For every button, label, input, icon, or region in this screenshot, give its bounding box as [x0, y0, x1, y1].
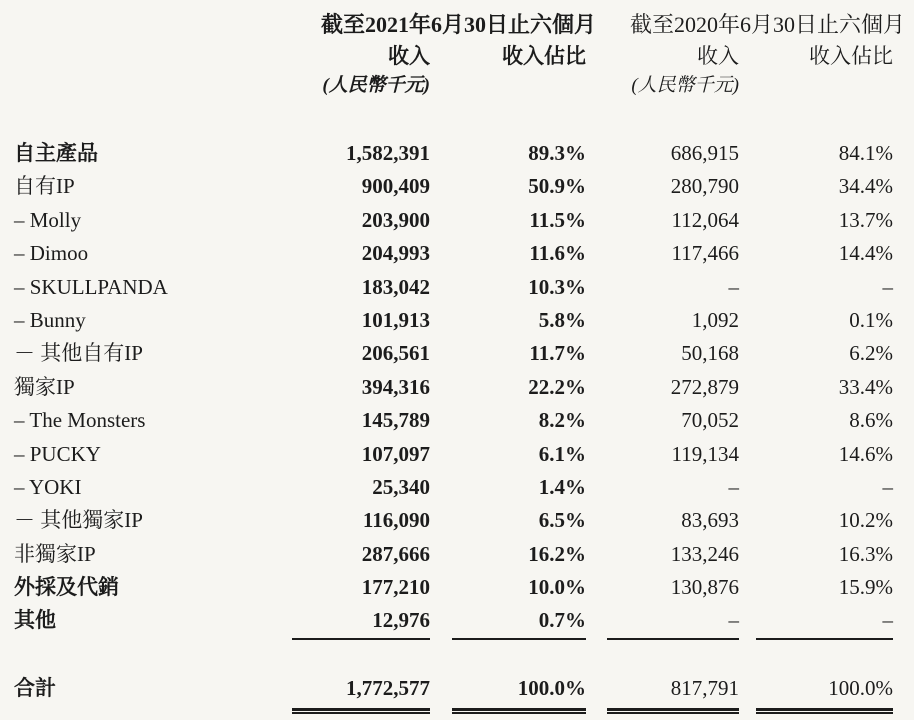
table-row — [14, 371, 893, 404]
share-2021-cell: 10.3% — [528, 274, 586, 299]
revenue-2020-cell: 130,876 — [670, 575, 739, 600]
total-double-rule-row — [14, 708, 893, 720]
single-rule — [607, 638, 739, 640]
table-row — [14, 337, 893, 370]
revenue-2021-cell: 287,666 — [361, 541, 430, 566]
row-label: – Dimoo — [14, 241, 89, 266]
table-row — [14, 504, 893, 537]
rule-cell — [280, 638, 430, 656]
double-rule — [756, 708, 893, 714]
table-row — [14, 538, 893, 571]
single-rule — [292, 638, 430, 640]
revenue-2021-cell: 116,090 — [362, 508, 430, 533]
total-revenue-2020: 817,791 — [670, 675, 739, 700]
double-rule — [292, 708, 430, 714]
share-2020-cell: 16.3% — [838, 541, 893, 566]
share-2020-cell: 14.4% — [838, 241, 893, 266]
share-2020-cell: 10.2% — [838, 508, 893, 533]
revenue-2021-cell: 177,210 — [361, 575, 430, 600]
table-row — [14, 604, 893, 637]
total-share-2020: 100.0% — [828, 675, 893, 700]
revenue-2021-cell: 25,340 — [372, 474, 430, 499]
row-label: – PUCKY — [14, 441, 101, 466]
unit-label-2021: (人民幣千元) — [322, 75, 430, 96]
revenue-2021-cell: 203,900 — [361, 207, 430, 232]
table-header-periods — [14, 8, 905, 41]
revenue-2021-cell: 900,409 — [361, 174, 430, 199]
table-row — [14, 170, 893, 203]
revenue-2020-cell: 280,790 — [670, 174, 739, 199]
revenue-2020-cell: 133,246 — [670, 541, 739, 566]
share-2021-cell: 10.0% — [528, 575, 586, 600]
period-header-2021: 截至2021年6月30日止六個月 — [320, 12, 596, 37]
row-label: 其他 — [14, 608, 56, 633]
share-2020-cell: 8.6% — [849, 408, 893, 433]
share-2021-cell: 11.6% — [529, 241, 586, 266]
revenue-2020-cell: 272,879 — [670, 374, 739, 399]
revenue-2020-cell: 119,134 — [671, 441, 739, 466]
double-rule — [607, 708, 739, 714]
table-row — [14, 571, 893, 604]
table-row — [14, 271, 893, 304]
revenue-2021-cell: 145,789 — [361, 408, 430, 433]
share-2021-cell: 11.5% — [529, 207, 586, 232]
revenue-2020-cell: – — [728, 608, 739, 633]
revenue-2020-cell: 70,052 — [681, 408, 739, 433]
table-row — [14, 404, 893, 437]
row-label: 自有IP — [14, 174, 75, 199]
rule-cell — [739, 708, 893, 720]
table-row — [14, 137, 893, 170]
column-header-revenue-2020: 收入 — [697, 44, 739, 68]
revenue-2020-cell: 117,466 — [671, 241, 739, 266]
share-2020-cell: 0.1% — [849, 307, 893, 332]
share-2021-cell: 0.7% — [538, 608, 586, 633]
subtotal-rule-row — [14, 638, 893, 646]
share-2020-cell: 84.1% — [838, 141, 893, 165]
table-row — [14, 204, 893, 237]
rule-cell — [586, 708, 739, 720]
column-header-share-2021: 收入佔比 — [502, 44, 586, 68]
share-2021-cell: 8.2% — [538, 408, 586, 433]
row-label: 外採及代銷 — [14, 575, 119, 600]
revenue-2021-cell: 101,913 — [361, 307, 430, 332]
share-2020-cell: 6.2% — [849, 341, 893, 366]
header-body-gap — [14, 101, 893, 137]
revenue-2020-cell: 83,693 — [681, 508, 739, 533]
column-header-revenue-2021: 收入 — [388, 44, 430, 68]
share-2020-cell: – — [882, 474, 893, 499]
total-row — [14, 670, 893, 706]
row-label: 非獨家IP — [14, 541, 96, 566]
table-row — [14, 471, 893, 504]
revenue-2021-cell: 394,316 — [361, 374, 430, 399]
revenue-2021-cell: 204,993 — [361, 241, 430, 266]
revenue-2020-cell: – — [728, 274, 739, 299]
rule-cell — [280, 708, 430, 720]
total-revenue-2021: 1,772,577 — [346, 675, 430, 700]
table-row — [14, 237, 893, 270]
revenue-2021-cell: 183,042 — [361, 274, 430, 299]
row-label: 自主產品 — [14, 141, 98, 165]
rule-cell — [430, 638, 586, 656]
share-2021-cell: 16.2% — [528, 541, 586, 566]
table-row — [14, 304, 893, 337]
table-row — [14, 438, 893, 471]
share-2020-cell: 34.4% — [838, 174, 893, 199]
rule-cell — [739, 638, 893, 656]
table-header-columns — [14, 41, 893, 71]
double-rule — [452, 708, 586, 714]
share-2021-cell: 6.5% — [538, 508, 586, 533]
revenue-2020-cell: 50,168 — [681, 341, 739, 366]
share-2020-cell: 33.4% — [838, 374, 893, 399]
rule-cell — [430, 708, 586, 720]
revenue-2020-cell: 1,092 — [691, 307, 739, 332]
share-2021-cell: 5.8% — [538, 307, 586, 332]
row-label: – SKULLPANDA — [14, 274, 168, 299]
row-label: 獨家IP — [14, 374, 75, 399]
table-body — [14, 137, 893, 638]
single-rule — [756, 638, 893, 640]
share-2021-cell: 6.1% — [538, 441, 586, 466]
share-2020-cell: 13.7% — [838, 207, 893, 232]
table-header-units — [14, 71, 893, 101]
share-2021-cell: 89.3% — [528, 141, 586, 165]
row-label: – Bunny — [14, 307, 86, 332]
revenue-2021-cell: 12,976 — [372, 608, 430, 633]
share-2021-cell: 50.9% — [528, 174, 586, 199]
share-2021-cell: 11.7% — [529, 341, 586, 366]
row-label: – The Monsters — [14, 408, 146, 433]
column-header-share-2020: 收入佔比 — [809, 44, 893, 68]
share-2021-cell: 1.4% — [538, 474, 586, 499]
revenue-2021-cell: 1,582,391 — [346, 141, 430, 165]
share-2020-cell: 14.6% — [838, 441, 893, 466]
share-2020-cell: – — [882, 274, 893, 299]
row-label: － 其他自有IP — [14, 341, 143, 366]
share-2020-cell: – — [882, 608, 893, 633]
share-2021-cell: 22.2% — [528, 374, 586, 399]
revenue-2021-cell: 206,561 — [361, 341, 430, 366]
period-header-2020: 截至2020年6月30日止六個月 — [629, 12, 905, 37]
revenue-2020-cell: 112,064 — [671, 207, 739, 232]
row-label: – Molly — [14, 207, 82, 232]
revenue-2020-cell: – — [728, 474, 739, 499]
share-2020-cell: 15.9% — [838, 575, 893, 600]
unit-label-2020: (人民幣千元) — [631, 75, 739, 96]
single-rule — [452, 638, 586, 640]
total-share-2021: 100.0% — [517, 675, 586, 700]
rule-cell — [586, 638, 739, 656]
row-label: － 其他獨家IP — [14, 508, 143, 533]
row-label: – YOKI — [14, 474, 82, 499]
total-label: 合計 — [14, 675, 56, 700]
revenue-2021-cell: 107,097 — [361, 441, 430, 466]
revenue-2020-cell: 686,915 — [670, 141, 739, 165]
